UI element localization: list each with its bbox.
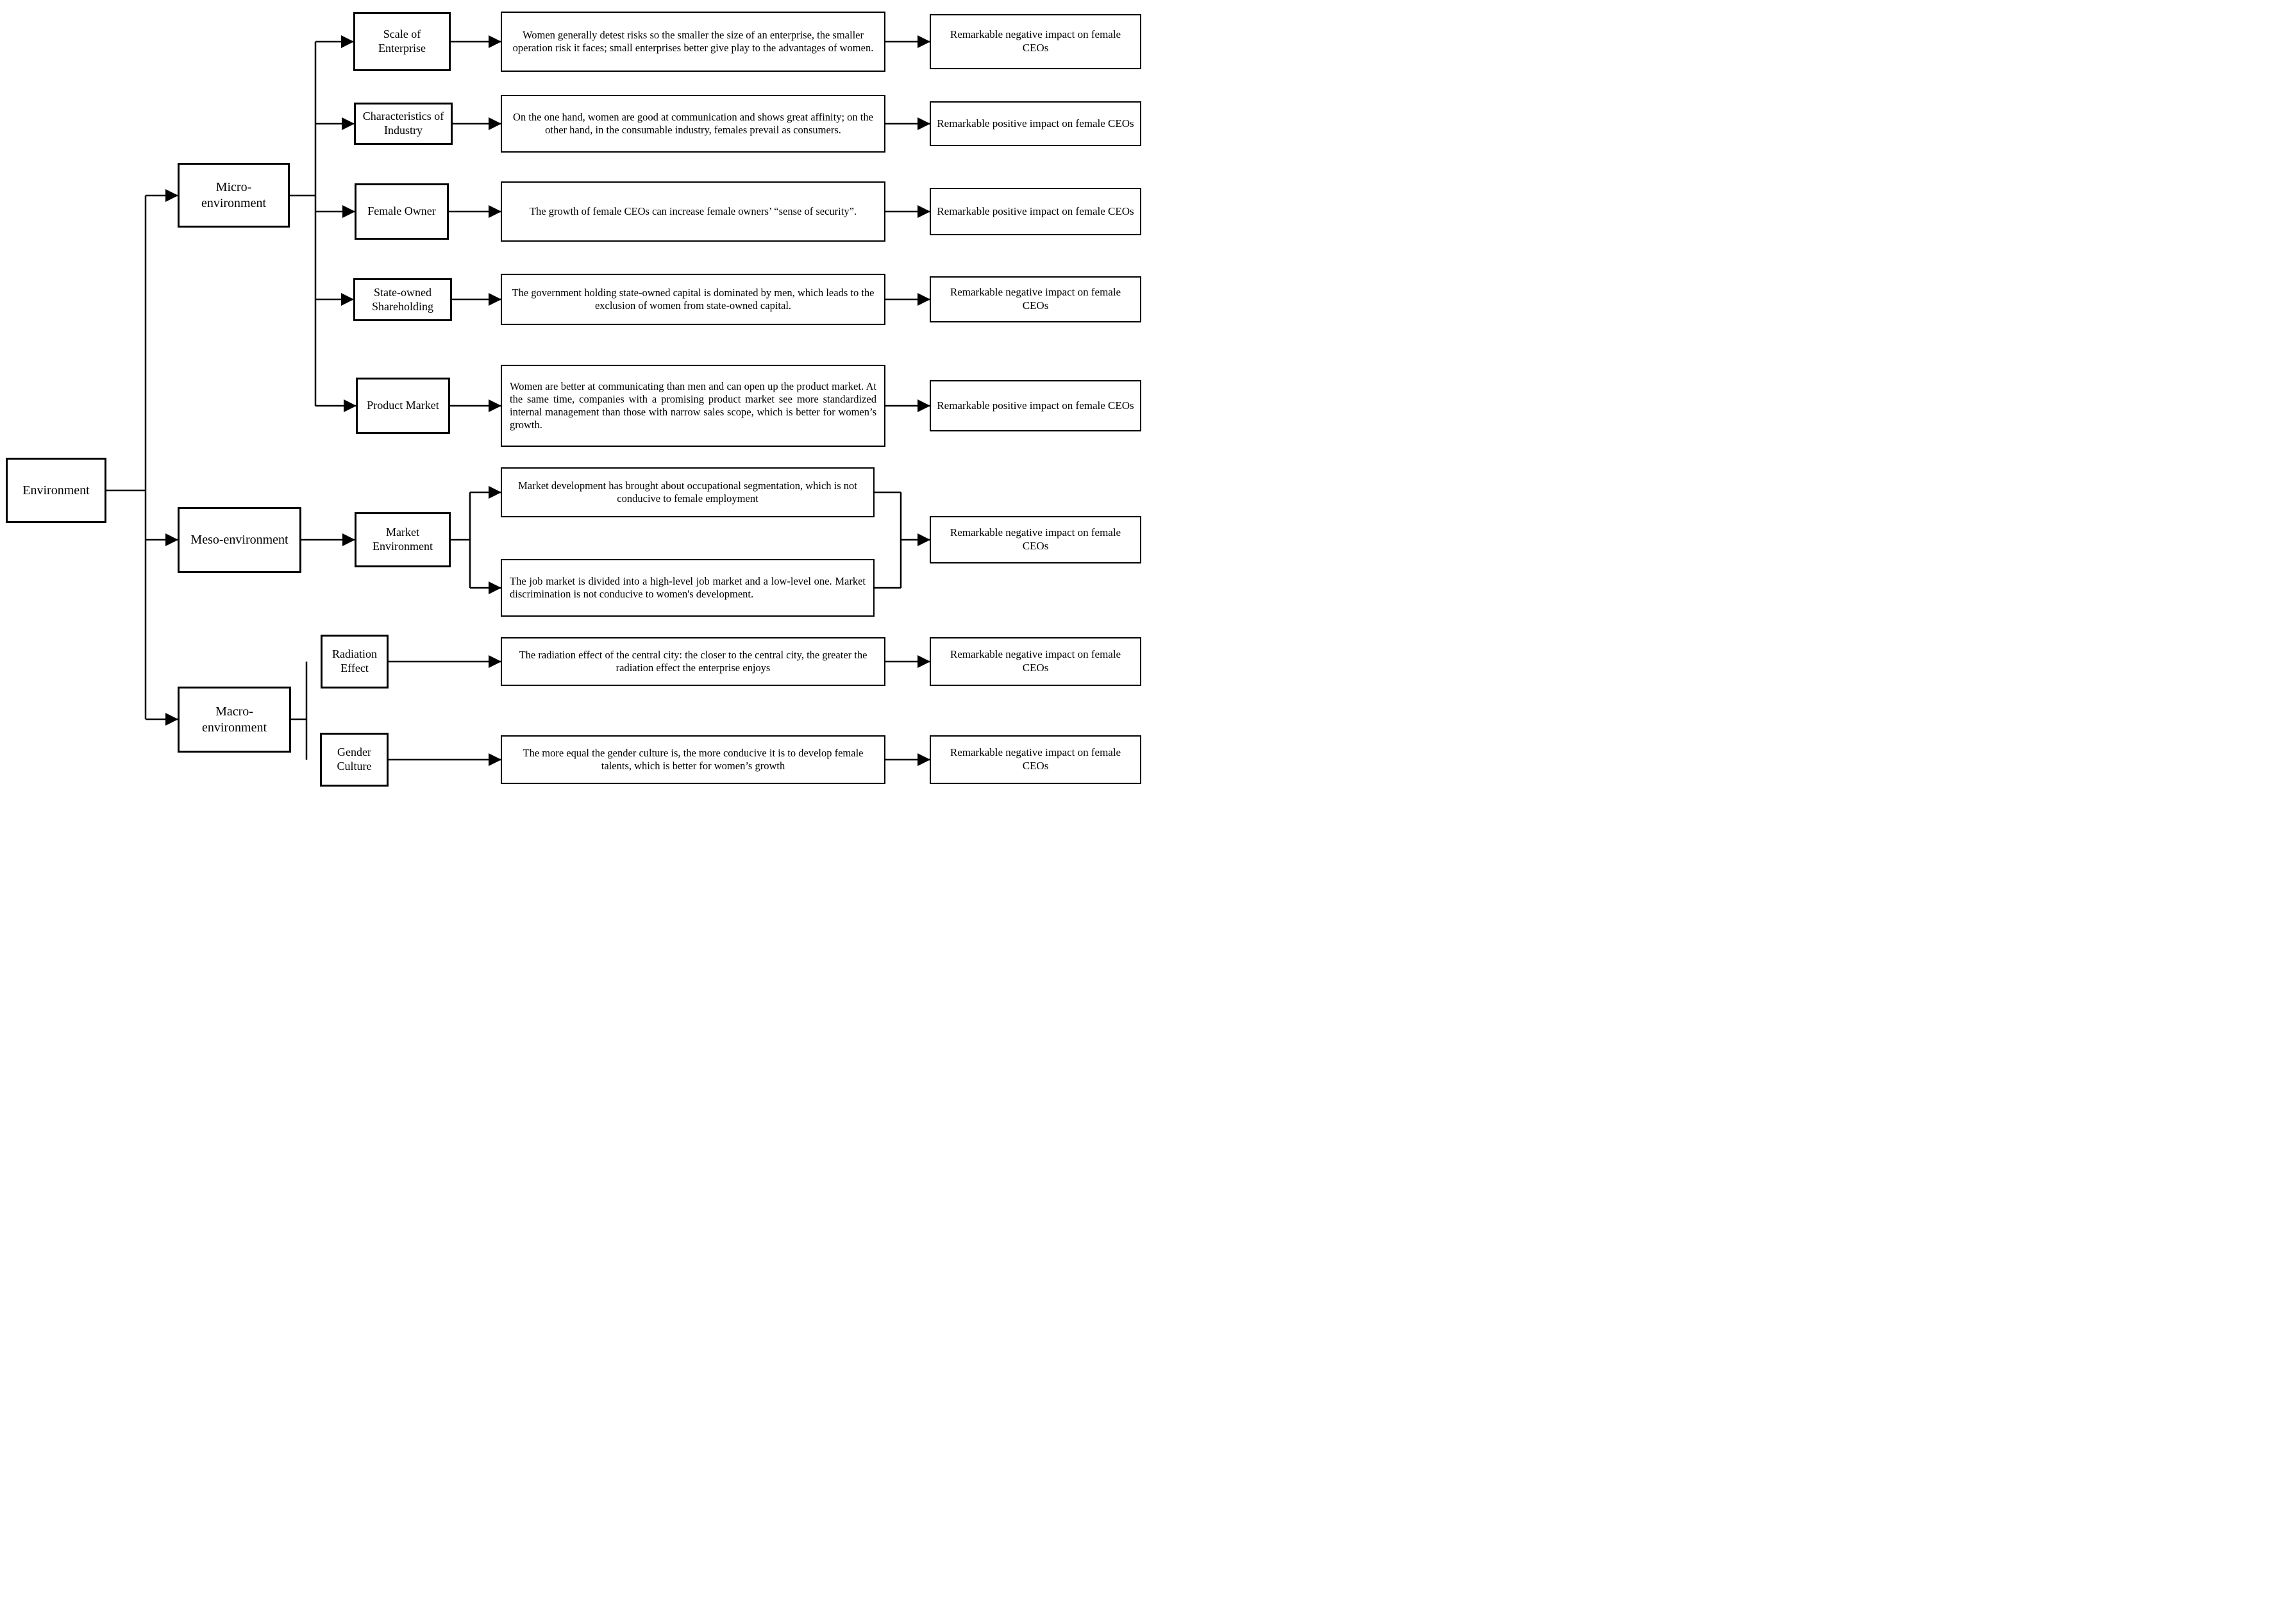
impact-radiation-effect: Remarkable negative impact on female CEOs xyxy=(930,637,1141,686)
desc-state-owned-shareholding: The government holding state-owned capital is dominated by men, which leads to the exclusion of women from state-owned capital. xyxy=(501,274,885,325)
desc-characteristics-of-industry: On the one hand, women are good at communication and shows great affinity; on the other hand, in the consumable industry, females prevail as consumers. xyxy=(501,95,885,153)
node-meso-environment: Meso-environment xyxy=(178,507,301,573)
node-macro-environment: Macro-environment xyxy=(178,687,291,753)
desc-market-environment-bottom: The job market is divided into a high-level job market and a low-level one. Market discrimination is not conducive to women's development. xyxy=(501,559,875,617)
node-factor-scale-of-enterprise: Scale of Enterprise xyxy=(353,12,451,71)
desc-product-market: Women are better at communicating than men and can open up the product market. At the same time, companies with a promising product market see more standardized internal management than those with narrow sales scope, which is better for women’s growth. xyxy=(501,365,885,447)
node-factor-state-owned-shareholding: State-owned Shareholding xyxy=(353,278,452,321)
desc-scale-of-enterprise: Women generally detest risks so the smaller the size of an enterprise, the smaller operation risk it faces; small enterprises better give play to the advantages of women. xyxy=(501,12,885,72)
impact-product-market: Remarkable positive impact on female CEOs xyxy=(930,380,1141,431)
impact-state-owned-shareholding: Remarkable negative impact on female CEOs xyxy=(930,276,1141,322)
node-factor-gender-culture: Gender Culture xyxy=(320,733,389,787)
impact-scale-of-enterprise: Remarkable negative impact on female CEOs xyxy=(930,14,1141,69)
node-micro-environment: Micro-environment xyxy=(178,163,290,228)
node-factor-market-environment: Market Environment xyxy=(355,512,451,567)
desc-market-environment-top: Market development has brought about occupational segmentation, which is not conducive to female employment xyxy=(501,467,875,517)
environment-impact-diagram xyxy=(0,0,1148,801)
node-factor-radiation-effect: Radiation Effect xyxy=(321,635,389,688)
node-factor-characteristics-of-industry: Characteristics of Industry xyxy=(354,103,453,145)
node-environment: Environment xyxy=(6,458,106,523)
desc-gender-culture: The more equal the gender culture is, the more conducive it is to develop female talents, which is better for women’s growth xyxy=(501,735,885,784)
impact-gender-culture: Remarkable negative impact on female CEOs xyxy=(930,735,1141,784)
desc-female-owner: The growth of female CEOs can increase female owners’ “sense of security”. xyxy=(501,181,885,242)
impact-market-environment: Remarkable negative impact on female CEOs xyxy=(930,516,1141,563)
node-factor-female-owner: Female Owner xyxy=(355,183,449,240)
impact-characteristics-of-industry: Remarkable positive impact on female CEOs xyxy=(930,101,1141,146)
desc-radiation-effect: The radiation effect of the central city: the closer to the central city, the greater the radiation effect the enterprise enjoys xyxy=(501,637,885,686)
node-factor-product-market: Product Market xyxy=(356,378,450,434)
impact-female-owner: Remarkable positive impact on female CEOs xyxy=(930,188,1141,235)
